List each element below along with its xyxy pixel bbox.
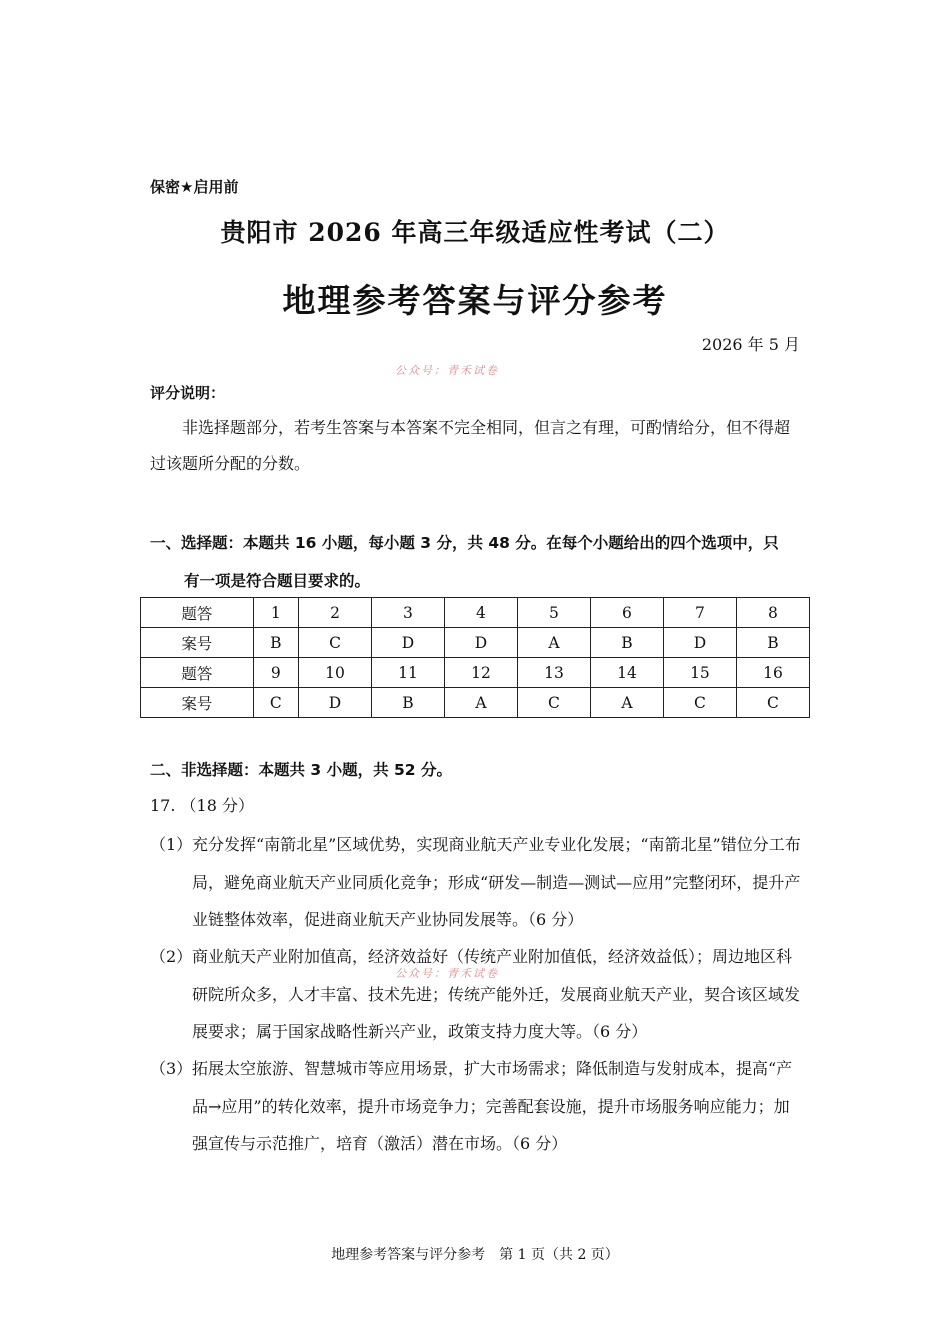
document-subtitle: 地理参考答案与评分参考 — [282, 281, 668, 320]
table-cell: 12 — [444, 658, 517, 688]
table-cell: 2 — [299, 598, 372, 628]
table-cell: 8 — [736, 598, 809, 628]
confidential-label: 保密★启用前 — [150, 178, 239, 196]
table-cell: A — [590, 688, 663, 718]
table-cell: B — [372, 688, 445, 718]
table-row — [141, 658, 810, 688]
table-cell: 题答 — [141, 658, 254, 688]
table-cell: 1 — [253, 598, 298, 628]
answer-item-3 — [150, 1050, 802, 1163]
table-cell: D — [299, 688, 372, 718]
table-cell: C — [253, 688, 298, 718]
table-cell: 3 — [372, 598, 445, 628]
table-cell: C — [517, 688, 590, 718]
table-cell: B — [590, 628, 663, 658]
table-cell: 5 — [517, 598, 590, 628]
answer-table — [140, 597, 810, 718]
table-cell: C — [736, 688, 809, 718]
table-cell: 11 — [372, 658, 445, 688]
scoring-notes-text: 非选择题部分，若考生答案与本答案不完全相同，但言之有理，可酌情给分，但不得超过该题所分配的分数。 — [150, 418, 791, 473]
answer-item-text: 商业航天产业附加值高，经济效益好（传统产业附加值低，经济效益低）；周边地区科研院所众多，人才丰富、技术先进；传统产能外迁，发展商业航天产业，契合该区域发展要求；属于国家战略性新兴产业，政策支持力度大等。（6 分） — [192, 947, 801, 1041]
answer-item-2 — [150, 938, 802, 1051]
answer-item-number: （3） — [150, 1059, 193, 1078]
table-row — [141, 688, 810, 718]
table-cell: 题答 — [141, 598, 254, 628]
table-cell: 13 — [517, 658, 590, 688]
table-cell: 10 — [299, 658, 372, 688]
watermark: 公众号：青禾试卷 — [395, 364, 499, 377]
table-cell: 9 — [253, 658, 298, 688]
table-cell: C — [299, 628, 372, 658]
table-cell: D — [444, 628, 517, 658]
scoring-notes-label: 评分说明： — [150, 384, 226, 402]
table-cell: 4 — [444, 598, 517, 628]
watermark: 公众号：青禾试卷 — [395, 967, 499, 980]
table-cell: D — [372, 628, 445, 658]
question-17-label: 17. （18 分） — [150, 796, 254, 815]
table-cell: A — [444, 688, 517, 718]
document-date: 2026 年 5 月 — [701, 335, 800, 354]
table-cell: D — [663, 628, 736, 658]
exam-title: 贵阳市 2026 年高三年级适应性考试（二） — [220, 218, 730, 247]
answer-item-number: （2） — [150, 947, 193, 966]
table-row — [141, 628, 810, 658]
section1-heading-line1: 一、选择题：本题共 16 小题，每小题 3 分，共 48 分。在每个小题给出的四个选项中，只 — [150, 534, 779, 552]
section1-heading-line2: 有一项是符合题目要求的。 — [184, 572, 371, 590]
table-cell: 案号 — [141, 688, 254, 718]
table-cell: C — [663, 688, 736, 718]
table-cell: A — [517, 628, 590, 658]
answer-item-text: 充分发挥“南箭北星”区域优势，实现商业航天产业专业化发展；“南箭北星”错位分工布局，避免商业航天产业同质化竞争；形成“研发—制造—测试—应用”完整闭环，提升产业链整体效率，促进商业航天产业协同发展等。（6 分） — [192, 835, 801, 929]
table-cell: B — [736, 628, 809, 658]
table-cell: 案号 — [141, 628, 254, 658]
table-cell: 14 — [590, 658, 663, 688]
answer-item-1 — [150, 826, 802, 939]
section2-heading: 二、非选择题：本题共 3 小题，共 52 分。 — [150, 761, 452, 779]
table-cell: 7 — [663, 598, 736, 628]
answer-item-number: （1） — [150, 835, 193, 854]
section1-heading — [150, 524, 810, 600]
table-cell: B — [253, 628, 298, 658]
table-cell: 6 — [590, 598, 663, 628]
answer-item-text: 拓展太空旅游、智慧城市等应用场景，扩大市场需求；降低制造与发射成本，提高“产品→应用”的转化效率，提升市场竞争力；完善配套设施，提升市场服务响应能力；加强宣传与示范推广，培育（激活）潜在市场。（6 分） — [192, 1059, 793, 1153]
page-footer: 地理参考答案与评分参考 第 1 页（共 2 页） — [331, 1247, 619, 1263]
table-cell: 15 — [663, 658, 736, 688]
table-row — [141, 598, 810, 628]
table-cell: 16 — [736, 658, 809, 688]
